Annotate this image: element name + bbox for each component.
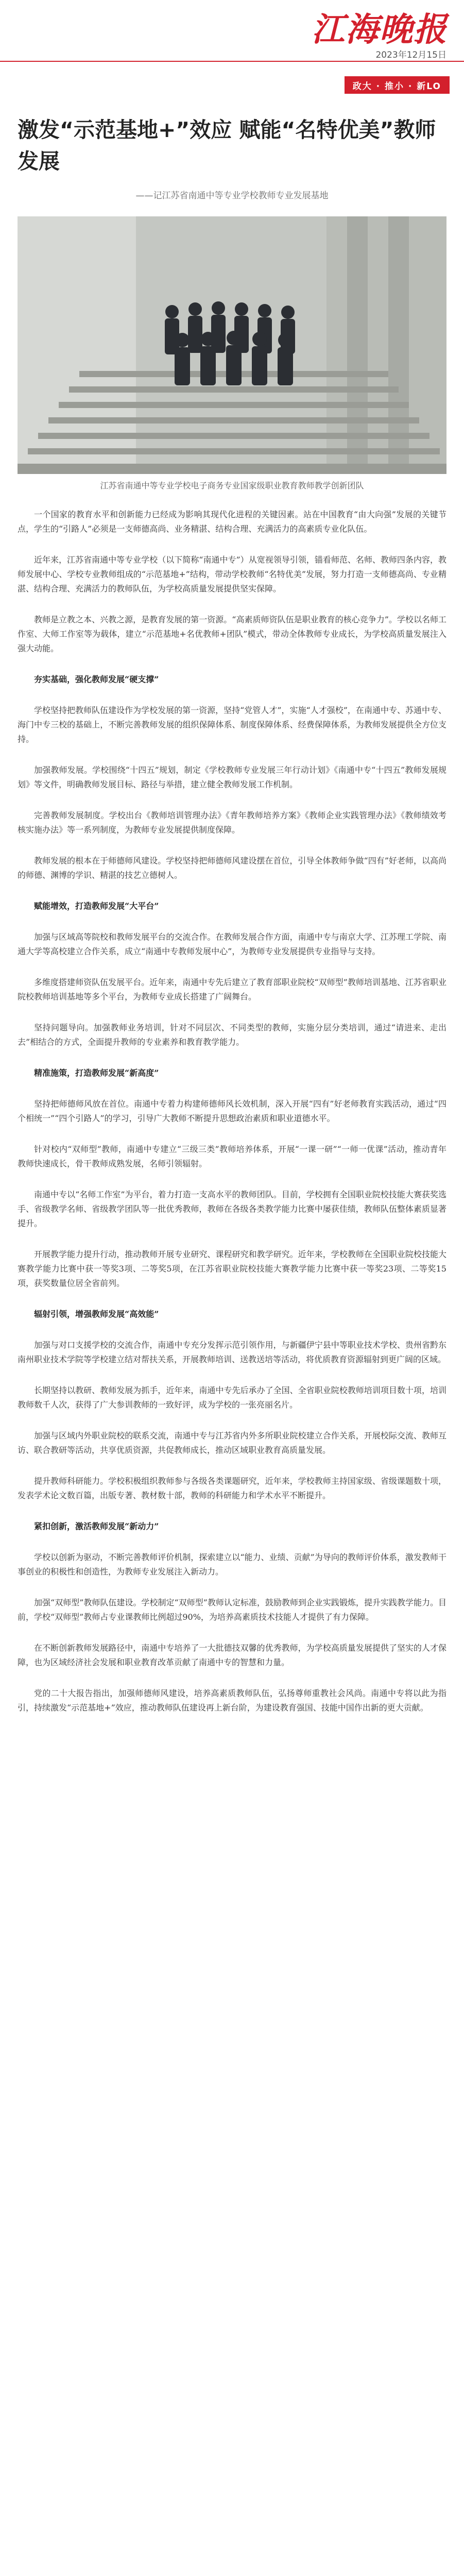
issue-date: 2023年12月15日 — [375, 50, 446, 60]
masthead — [0, 0, 464, 62]
column-tag: 政大 · 推小 · 新LO — [345, 76, 450, 94]
paragraph: 加强教师发展。学校围绕“十四五”规划，制定《学校教师专业发展三年行动计划》《南通中专“十四五”教师发展规划》等文件，明确教师发展目标、路径与举措，建立健全教师发展工作机制。 — [18, 765, 446, 789]
paragraph: 坚持问题导向。加强教师业务培训，针对不同层次、不同类型的教师，实施分层分类培训，通过“请进来、走出去”相结合的方式，全面提升教师的专业素养和教育教学能力。 — [18, 1023, 446, 1047]
section-heading: 夯实基础，强化教师发展“硬支撑” — [34, 674, 159, 684]
group-photo-illustration — [18, 216, 446, 474]
paragraph: 多维度搭建师资队伍发展平台。近年来，南通中专先后建立了教育部职业院校“双师型”教师培训基地、江苏省职业院校教师培训基地等多个平台，为教师专业成长搭建了广阔舞台。 — [18, 977, 446, 1002]
paragraph: 完善教师发展制度。学校出台《教师培训管理办法》《青年教师培养方案》《教师企业实践管理办法》《教师绩效考核实施办法》等一系列制度，为教师专业发展提供制度保障。 — [18, 810, 446, 835]
paragraph: 党的二十大报告指出，加强师德师风建设，培养高素质教师队伍，弘扬尊师重教社会风尚。南通中专将以此为指引，持续激发“示范基地+”效应，推动教师队伍建设再上新台阶，为建设教育强国、技能中国作出新的更大贡献。 — [18, 1688, 446, 1713]
paragraph: 教师发展的根本在于师德师风建设。学校坚持把师德师风建设摆在首位，引导全体教师争做“四有”好老师，以高尚的师德、渊博的学识、精湛的技艺立德树人。 — [18, 856, 446, 880]
paragraph: 针对校内“双师型”教师，南通中专建立“三级三类”教师培养体系，开展“一课一研”“一师一优课”活动，推动青年教师快速成长，骨干教师成熟发展，名师引领辐射。 — [18, 1144, 446, 1168]
group-photo — [18, 216, 446, 474]
section-heading: 赋能增效，打造教师发展“大平台” — [34, 901, 159, 911]
paragraph: 开展教学能力提升行动，推动教师开展专业研究、课程研究和教学研究。近年来，学校教师在全国职业院校技能大赛教学能力比赛中获一等奖3项、二等奖5项，在江苏省职业院校技能大赛教学能力比赛中获一等奖23项、二等奖15项，获奖数量位居全省前列。 — [18, 1249, 446, 1288]
paragraph: 南通中专以“名师工作室”为平台，着力打造一支高水平的教师团队。目前，学校拥有全国职业院校技能大赛获奖选手、省级教学名师、省级教学团队等一批优秀教师，教师在各级各类教学能力比赛中屡获佳绩，教师队伍整体素质显著提升。 — [18, 1190, 446, 1228]
masthead-divider — [0, 61, 464, 62]
paragraph: 一个国家的教育水平和创新能力已经成为影响其现代化进程的关键因素。站在中国教育“由大向强”发展的关键节点，学生的“引路人”必须是一支师德高尚、业务精湛、结构合理、充满活力的高素质专业化队伍。 — [18, 510, 446, 534]
paragraph: 学校以创新为驱动，不断完善教师评价机制，探索建立以“能力、业绩、贡献”为导向的教师评价体系，激发教师干事创业的积极性和创造性，为教师专业发展注入新动力。 — [18, 1552, 446, 1577]
section-heading: 紧扣创新，激活教师发展“新动力” — [34, 1521, 159, 1531]
paragraph: 近年来，江苏省南通中等专业学校（以下简称“南通中专”）从宽视领导引领，锚看师范、名师、教师四条内容，教师发展中心、学校专业教师组成的“示范基地+”结构，带动学校教师“名特优美”发展，努力打造一支师德高尚、专业精湛、结构合理、充满活力的教师队伍，为学校高质量发展提供坚实保障。 — [18, 555, 446, 594]
section-heading: 辐射引领，增强教师发展“高效能” — [34, 1309, 159, 1319]
paragraph: 提升教师科研能力。学校积极组织教师参与各级各类课题研究，近年来，学校教师主持国家级、省级课题数十项，发表学术论文数百篇，出版专著、教材数十部，教师的科研能力和学术水平不断提升。 — [18, 1476, 446, 1500]
photo-caption: 江苏省南通中等专业学校电子商务专业国家级职业教育教师教学创新团队 — [100, 481, 364, 490]
paragraph: 加强与区域高等院校和教师发展平台的交流合作。在教师发展合作方面，南通中专与南京大学、江苏理工学院、南通大学等高校建立合作关系，成立“南通中专教师发展中心”，为教师专业发展提供专业指导与支持。 — [18, 932, 446, 956]
article-subtitle: ——记江苏省南通中等专业学校教师专业发展基地 — [135, 191, 329, 201]
paragraph: 加强与对口支援学校的交流合作，南通中专充分发挥示范引领作用，与新疆伊宁县中等职业技术学校、贵州省黔东南州职业技术学院等学校建立结对帮扶关系，开展教师培训、送教送培等活动，将优质教育资源辐射到更广阔的区域。 — [18, 1340, 446, 1364]
paragraph: 长期坚持以教研、教师发展为抓手，近年来，南通中专先后承办了全国、全省职业院校教师培训项目数十项，培训教师数千人次，获得了广大参训教师的一致好评，成为学校的一张亮丽名片。 — [18, 1385, 446, 1410]
newspaper-logo: 江海晚报 — [312, 10, 448, 49]
paragraph: 在不断创新教师发展路径中，南通中专培养了一大批德技双馨的优秀教师，为学校高质量发展提供了坚实的人才保障，也为区域经济社会发展和职业教育改革贡献了南通中专的智慧和力量。 — [18, 1643, 446, 1667]
paragraph: 坚持把师德师风放在首位。南通中专着力构建师德师风长效机制，深入开展“四有”好老师教育实践活动，通过“四个相统一”“四个引路人”的学习，引导广大教师不断提升思想政治素质和职业道德水平。 — [18, 1099, 446, 1123]
section-heading: 精准施策，打造教师发展“新高度” — [34, 1068, 159, 1078]
article-body — [18, 507, 446, 1732]
paragraph: 教师是立教之本、兴教之源，是教育发展的第一资源。“高素质师资队伍是职业教育的核心竞争力”。学校以名师工作室、大师工作室等为载体，建立“示范基地+名优教师+团队”模式，带动全体教师专业成长，为学校高质量发展注入强大动能。 — [18, 615, 446, 653]
paragraph: 学校坚持把教师队伍建设作为学校发展的第一资源，坚持“党管人才”，实施“人才强校”，在南通中专、苏通中专、海门中专三校的基础上，不断完善教师发展的组织保障体系、制度保障体系、经费保障体系，为教师发展提供全方位支持。 — [18, 705, 446, 744]
paragraph: 加强与区域内外职业院校的联系交流，南通中专与江苏省内外多所职业院校建立合作关系，开展校际交流、教师互访、联合教研等活动，共享优质资源，共促教师成长，推动区域职业教育高质量发展。 — [18, 1431, 446, 1455]
paragraph: 加强“双师型”教师队伍建设。学校制定“双师型”教师认定标准，鼓励教师到企业实践锻炼，提升实践教学能力。目前，学校“双师型”教师占专业课教师比例超过90%，为培养高素质技术技能人才提供了有力保障。 — [18, 1598, 446, 1622]
article-title: 激发“示范基地+”效应 赋能“名特优美”教师发展 — [18, 117, 436, 174]
